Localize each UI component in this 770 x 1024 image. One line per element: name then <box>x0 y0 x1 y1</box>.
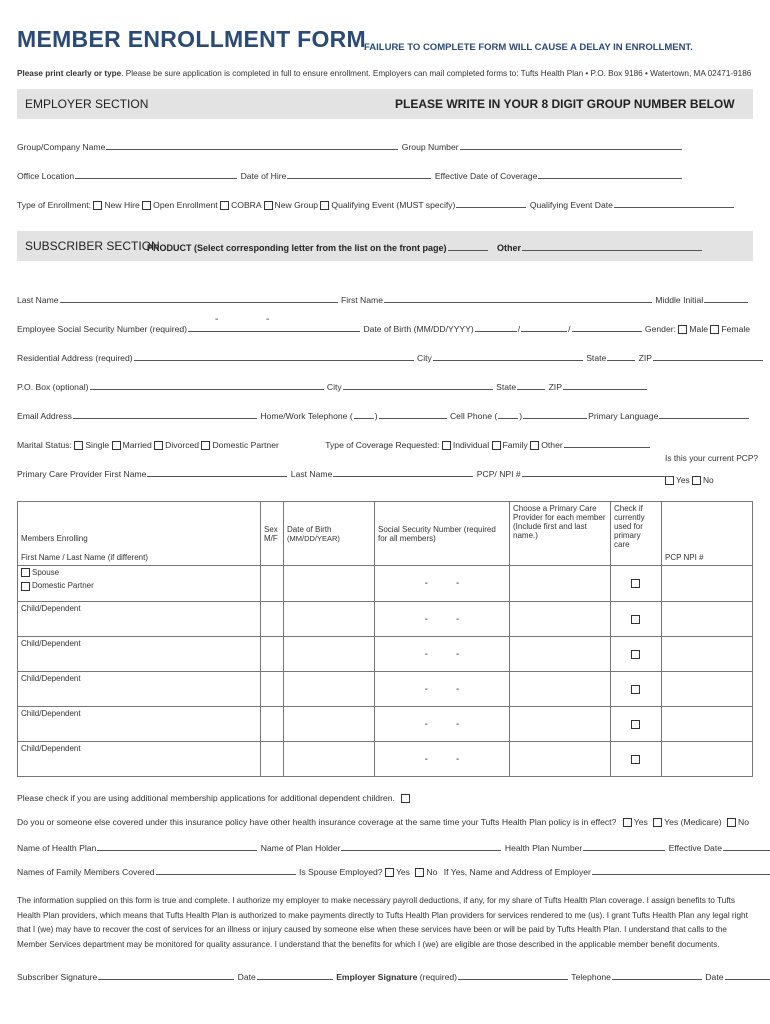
residential-state-field[interactable] <box>607 351 635 361</box>
first-name-label: First Name <box>340 295 383 305</box>
child-label: Child/Dependent <box>18 672 261 707</box>
home-area-code-field[interactable] <box>354 409 374 419</box>
single-checkbox[interactable] <box>74 441 83 450</box>
product-row <box>147 241 703 253</box>
check-cell <box>611 566 662 602</box>
check-cell <box>611 602 662 637</box>
enrollment-type-label: Type of Enrollment: <box>17 200 92 210</box>
other-no-label: No <box>738 817 750 827</box>
female-label: Female <box>721 324 751 334</box>
child-label: Child/Dependent <box>18 707 261 742</box>
spouse-label: Spouse <box>32 568 60 577</box>
dob-day-field[interactable] <box>521 322 567 332</box>
residential-field[interactable] <box>134 351 414 361</box>
cell-phone-field[interactable] <box>523 409 587 419</box>
spouse-yes-label: Yes <box>395 867 410 877</box>
pcp-no-label: No <box>703 475 714 485</box>
form-instructions <box>17 69 751 78</box>
pcp-last-label: Last Name <box>290 469 333 479</box>
family-checkbox[interactable] <box>492 441 501 450</box>
spouse-no-label: No <box>426 867 438 877</box>
coverage-label: Type of Coverage Requested: <box>325 440 440 450</box>
po-state-label: State <box>496 382 517 392</box>
table-row <box>18 566 753 602</box>
npi-cell[interactable] <box>662 707 753 742</box>
dob-cell[interactable] <box>284 707 375 742</box>
pcp-cell[interactable] <box>510 602 611 637</box>
gender-label: Gender: <box>644 324 676 334</box>
dob-cell[interactable] <box>284 602 375 637</box>
dob-cell[interactable] <box>284 637 375 672</box>
telephone-label: Telephone <box>571 972 611 982</box>
members-header-row <box>18 502 753 566</box>
plan-effective-date-label: Effective Date <box>668 843 722 853</box>
health-plan-name-label: Name of Health Plan <box>17 843 97 853</box>
new-group-label: New Group <box>274 200 319 210</box>
check-cell <box>611 742 662 777</box>
po-city-label: City <box>326 382 342 392</box>
health-plan-row <box>17 841 770 853</box>
po-city-field[interactable] <box>343 380 493 390</box>
members-header-sub: First Name / Last Name (if different) <box>21 553 148 562</box>
dob-label: Date of Birth (MM/DD/YYYY) <box>363 324 474 334</box>
pcp-cell[interactable] <box>510 566 611 602</box>
plan-holder-field[interactable] <box>341 841 501 851</box>
residential-row <box>17 351 764 363</box>
marital-row <box>17 438 651 450</box>
dob-year-field[interactable] <box>572 322 642 332</box>
spouse-checkbox[interactable] <box>21 568 30 577</box>
last-name-field[interactable] <box>60 293 338 303</box>
po-zip-label: ZIP <box>548 382 562 392</box>
male-checkbox[interactable] <box>678 325 687 334</box>
ssn-cell[interactable]: - - <box>375 672 510 707</box>
qualifying-event-checkbox[interactable] <box>320 201 329 210</box>
family-row <box>17 865 770 877</box>
po-box-row <box>17 380 648 392</box>
first-name-field[interactable] <box>384 293 652 303</box>
sex-cell[interactable] <box>261 602 284 637</box>
po-box-label: P.O. Box (optional) <box>17 382 89 392</box>
other-yes-label: Yes <box>633 817 648 827</box>
effective-date-field[interactable] <box>538 169 682 179</box>
last-name-label: Last Name <box>17 295 59 305</box>
signature-row <box>17 970 770 982</box>
cell-paren-close: ) <box>519 411 523 421</box>
employer-signature-field[interactable] <box>458 970 568 980</box>
instructions-bold: Please print clearly or type <box>17 69 122 78</box>
plan-effective-date-field[interactable] <box>723 841 770 851</box>
pcp-first-field[interactable] <box>147 467 287 477</box>
dob-header-title: Date of Birth <box>287 524 332 534</box>
female-checkbox[interactable] <box>710 325 719 334</box>
dob-header <box>284 502 375 566</box>
residential-label: Residential Address (required) <box>17 353 133 363</box>
middle-initial-label: Middle Initial <box>655 295 704 305</box>
sex-cell[interactable] <box>261 707 284 742</box>
if-yes-label: If Yes, Name and Address of Employer <box>443 867 591 877</box>
child-label: Child/Dependent <box>18 637 261 672</box>
individual-checkbox[interactable] <box>442 441 451 450</box>
npi-cell[interactable] <box>662 637 753 672</box>
home-phone-label: Home/Work Telephone ( <box>260 411 353 421</box>
ssn-dash-1: - <box>215 314 219 325</box>
pcp-last-field[interactable] <box>333 467 473 477</box>
pcp-cell[interactable] <box>510 672 611 707</box>
po-state-field[interactable] <box>517 380 545 390</box>
subscriber-date-label: Date <box>237 972 256 982</box>
other-coverage-checkbox[interactable] <box>530 441 539 450</box>
additional-apps-checkbox[interactable] <box>401 794 410 803</box>
subscriber-section-title: SUBSCRIBER SECTION <box>25 239 160 253</box>
plan-holder-label: Name of Plan Holder <box>260 843 341 853</box>
employer-date-field[interactable] <box>725 970 770 980</box>
other-no-checkbox[interactable] <box>727 818 736 827</box>
pcp-current-checkbox[interactable] <box>631 650 640 659</box>
employer-signature-label: Employer Signature <box>336 972 418 982</box>
additional-apps-question: Please check if you are using additional membership applications for additional dependent children. <box>17 793 395 803</box>
table-row <box>18 742 753 777</box>
new-group-checkbox[interactable] <box>264 201 273 210</box>
divorced-checkbox[interactable] <box>154 441 163 450</box>
subscriber-date-field[interactable] <box>257 970 333 980</box>
members-header-title: Members Enrolling <box>21 534 88 543</box>
spouse-yes-checkbox[interactable] <box>385 868 394 877</box>
spouse-employed-label: Is Spouse Employed? <box>298 867 383 877</box>
npi-cell[interactable] <box>662 672 753 707</box>
residential-zip-field[interactable] <box>653 351 763 361</box>
members-table <box>17 501 753 777</box>
pcp-cell[interactable] <box>510 707 611 742</box>
email-field[interactable] <box>73 409 257 419</box>
pcp-current-checkbox[interactable] <box>631 685 640 694</box>
group-number-label: Group Number <box>401 142 459 152</box>
other-coverage-field[interactable] <box>564 438 650 448</box>
email-label: Email Address <box>17 411 72 421</box>
npi-cell[interactable] <box>662 602 753 637</box>
spouse-no-checkbox[interactable] <box>415 868 424 877</box>
group-number-field[interactable] <box>460 140 682 150</box>
plan-number-label: Health Plan Number <box>504 843 583 853</box>
office-location-label: Office Location <box>17 171 75 181</box>
dob-cell[interactable] <box>284 672 375 707</box>
check-pcp-header: Check if currently used for primary care <box>611 502 662 566</box>
family-covered-field[interactable] <box>156 865 296 875</box>
form-title: MEMBER ENROLLMENT FORM <box>17 26 367 52</box>
npi-cell[interactable] <box>662 566 753 602</box>
employer-section-band <box>17 89 753 119</box>
po-box-field[interactable] <box>90 380 324 390</box>
open-enrollment-checkbox[interactable] <box>142 201 151 210</box>
married-checkbox[interactable] <box>112 441 121 450</box>
ssn-cell[interactable]: - - <box>375 707 510 742</box>
group-company-label: Group/Company Name <box>17 142 106 152</box>
table-row <box>18 602 753 637</box>
ssn-cell[interactable]: - - <box>375 566 510 602</box>
health-plan-name-field[interactable] <box>97 841 257 851</box>
family-covered-label: Names of Family Members Covered <box>17 867 155 877</box>
telephone-field[interactable] <box>612 970 702 980</box>
other-label: Other <box>497 243 522 253</box>
single-label: Single <box>85 440 110 450</box>
pcp-npi-label: PCP/ NPI # <box>476 469 521 479</box>
new-hire-checkbox[interactable] <box>93 201 102 210</box>
enrollment-type-row <box>17 198 735 210</box>
home-phone-field[interactable] <box>379 409 447 419</box>
sex-cell[interactable] <box>261 672 284 707</box>
pcp-row <box>17 467 673 479</box>
check-cell <box>611 637 662 672</box>
additional-apps-row <box>17 793 412 803</box>
dob-month-field[interactable] <box>475 322 517 332</box>
other-coverage-label: Other <box>541 440 563 450</box>
office-location-field[interactable] <box>75 169 237 179</box>
new-hire-label: New Hire <box>104 200 140 210</box>
employer-signature-required: (required) <box>419 972 458 982</box>
middle-initial-field[interactable] <box>704 293 748 303</box>
domestic-partner-label: Domestic Partner <box>212 440 279 450</box>
instructions-text: . Please be sure application is completed in full to ensure enrollment. Employers can mail completed forms to: Tufts Health Plan • P.O. Box 9186 • Watertown, MA 02471-9186 <box>121 69 752 78</box>
language-field[interactable] <box>659 409 749 419</box>
dob-header-sub: (MM/DD/YEAR) <box>287 533 340 543</box>
cell-phone-label: Cell Phone ( <box>449 411 498 421</box>
subscriber-section-band <box>17 231 753 261</box>
subscriber-signature-label: Subscriber Signature <box>17 972 98 982</box>
current-pcp-question: Is this your current PCP? <box>665 453 759 463</box>
email-row <box>17 409 750 421</box>
employer-section-title: EMPLOYER SECTION <box>25 97 149 111</box>
ssn-cell[interactable]: - - <box>375 742 510 777</box>
spouse-cell <box>18 566 261 602</box>
other-coverage-question: Do you or someone else covered under this insurance policy have other health insurance coverage at the same time your Tufts Health Plan policy is in effect? <box>17 817 617 827</box>
family-label: Family <box>502 440 528 450</box>
sex-cell[interactable] <box>261 566 284 602</box>
pcp-no-checkbox[interactable] <box>692 476 701 485</box>
domestic-partner-checkbox[interactable] <box>201 441 210 450</box>
domestic-partner-member-checkbox[interactable] <box>21 582 30 591</box>
office-row <box>17 169 683 181</box>
check-cell <box>611 707 662 742</box>
residential-zip-label: ZIP <box>638 353 653 363</box>
qualifying-date-field[interactable] <box>614 198 734 208</box>
open-enrollment-label: Open Enrollment <box>153 200 218 210</box>
domestic-partner-member-label: Domestic Partner <box>32 581 94 591</box>
ssn-row: Employee Social Security Number (required) Date of Birth (MM/DD/YYYY) / / Gender: Male Female <box>17 324 751 334</box>
group-company-field[interactable] <box>106 140 398 150</box>
po-zip-field[interactable] <box>563 380 647 390</box>
residential-state-label: State <box>586 353 607 363</box>
ssn-dash-2: - <box>266 314 270 325</box>
qualifying-event-label: Qualifying Event (MUST specify) <box>331 200 456 210</box>
qualifying-event-field[interactable] <box>456 198 526 208</box>
ssn-cell[interactable]: - - <box>375 637 510 672</box>
other-yes-checkbox[interactable] <box>623 818 632 827</box>
divorced-label: Divorced <box>165 440 200 450</box>
authorization-statement: The information supplied on this form is true and complete. I authorize my employer to make necessary payroll deductions, if any, for my share of Tufts Health Plan coverage. I assign benefits to Tufts Health Plan providers, which means that Tufts Health Plan is authorized to make payments directly to Tufts Health Plan providers for services rendered to me (us). I grant Tufts Health Plan any legal right that I (we) may have to recover the cost of services for an illness or injury caused by someone else when these services have been or will be paid by Tufts Health Plan. I understand that calls to the Member Services department may be monitored for quality assurance. I understand that the benefits for which I (we) are eligible are those described in the applicable member benefit documents. <box>17 896 748 949</box>
employer-name-address-field[interactable] <box>592 865 770 875</box>
residential-city-field[interactable] <box>433 351 583 361</box>
dob-cell[interactable] <box>284 742 375 777</box>
pcp-current-checkbox[interactable] <box>631 615 640 624</box>
qualifying-date-label: Qualifying Event Date <box>529 200 613 210</box>
npi-header: PCP NPI # <box>662 502 753 566</box>
male-label: Male <box>689 324 709 334</box>
individual-label: Individual <box>452 440 490 450</box>
pcp-current-checkbox[interactable] <box>631 720 640 729</box>
members-header <box>18 502 261 566</box>
child-label: Child/Dependent <box>18 602 261 637</box>
pcp-choose-header: Choose a Primary Care Provider for each member (Include first and last name.) <box>510 502 611 566</box>
table-row <box>18 707 753 742</box>
table-row <box>18 672 753 707</box>
cell-area-code-field[interactable] <box>498 409 518 419</box>
name-row <box>17 293 749 305</box>
cobra-checkbox[interactable] <box>220 201 229 210</box>
pcp-current-checkbox[interactable] <box>631 579 640 588</box>
employer-date-label: Date <box>705 972 724 982</box>
product-label: PRODUCT (Select corresponding letter from the list on the front page) <box>147 243 447 253</box>
other-coverage-row <box>17 817 749 827</box>
other-field[interactable] <box>522 241 702 251</box>
language-label: Primary Language <box>588 411 659 421</box>
home-paren-close: ) <box>374 411 378 421</box>
table-row <box>18 637 753 672</box>
ssn-header: Social Security Number (required for all members) <box>375 502 510 566</box>
sex-cell[interactable] <box>261 637 284 672</box>
dob-cell[interactable] <box>284 566 375 602</box>
ssn-label: Employee Social Security Number (required) <box>17 324 188 334</box>
pcp-cell[interactable] <box>510 637 611 672</box>
pcp-yes-label: Yes <box>676 475 690 485</box>
group-number-prompt: PLEASE WRITE IN YOUR 8 DIGIT GROUP NUMBER BELOW <box>395 97 735 111</box>
pcp-cell[interactable] <box>510 742 611 777</box>
residential-city-label: City <box>417 353 432 363</box>
date-of-hire-field[interactable] <box>287 169 431 179</box>
effective-date-label: Effective Date of Coverage <box>434 171 538 181</box>
marital-label: Marital Status: <box>17 440 72 450</box>
ssn-field[interactable] <box>188 322 360 332</box>
cobra-label: COBRA <box>231 200 262 210</box>
pcp-npi-field[interactable] <box>522 467 672 477</box>
other-yes-medicare-label: Yes (Medicare) <box>664 817 722 827</box>
sex-cell[interactable] <box>261 742 284 777</box>
pcp-first-label: Primary Care Provider First Name <box>17 469 147 479</box>
ssn-cell[interactable]: - - <box>375 602 510 637</box>
product-field[interactable] <box>448 241 488 251</box>
date-of-hire-label: Date of Hire <box>240 171 287 181</box>
subscriber-signature-field[interactable] <box>98 970 234 980</box>
sex-header: Sex M/F <box>261 502 284 566</box>
form-warning: FAILURE TO COMPLETE FORM WILL CAUSE A DELAY IN ENROLLMENT. <box>364 42 693 53</box>
child-label: Child/Dependent <box>18 742 261 777</box>
pcp-current-checkbox[interactable] <box>631 755 640 764</box>
check-cell <box>611 672 662 707</box>
group-company-row <box>17 140 683 152</box>
npi-cell[interactable] <box>662 742 753 777</box>
married-label: Married <box>122 440 152 450</box>
plan-number-field[interactable] <box>583 841 665 851</box>
other-yes-medicare-checkbox[interactable] <box>653 818 662 827</box>
